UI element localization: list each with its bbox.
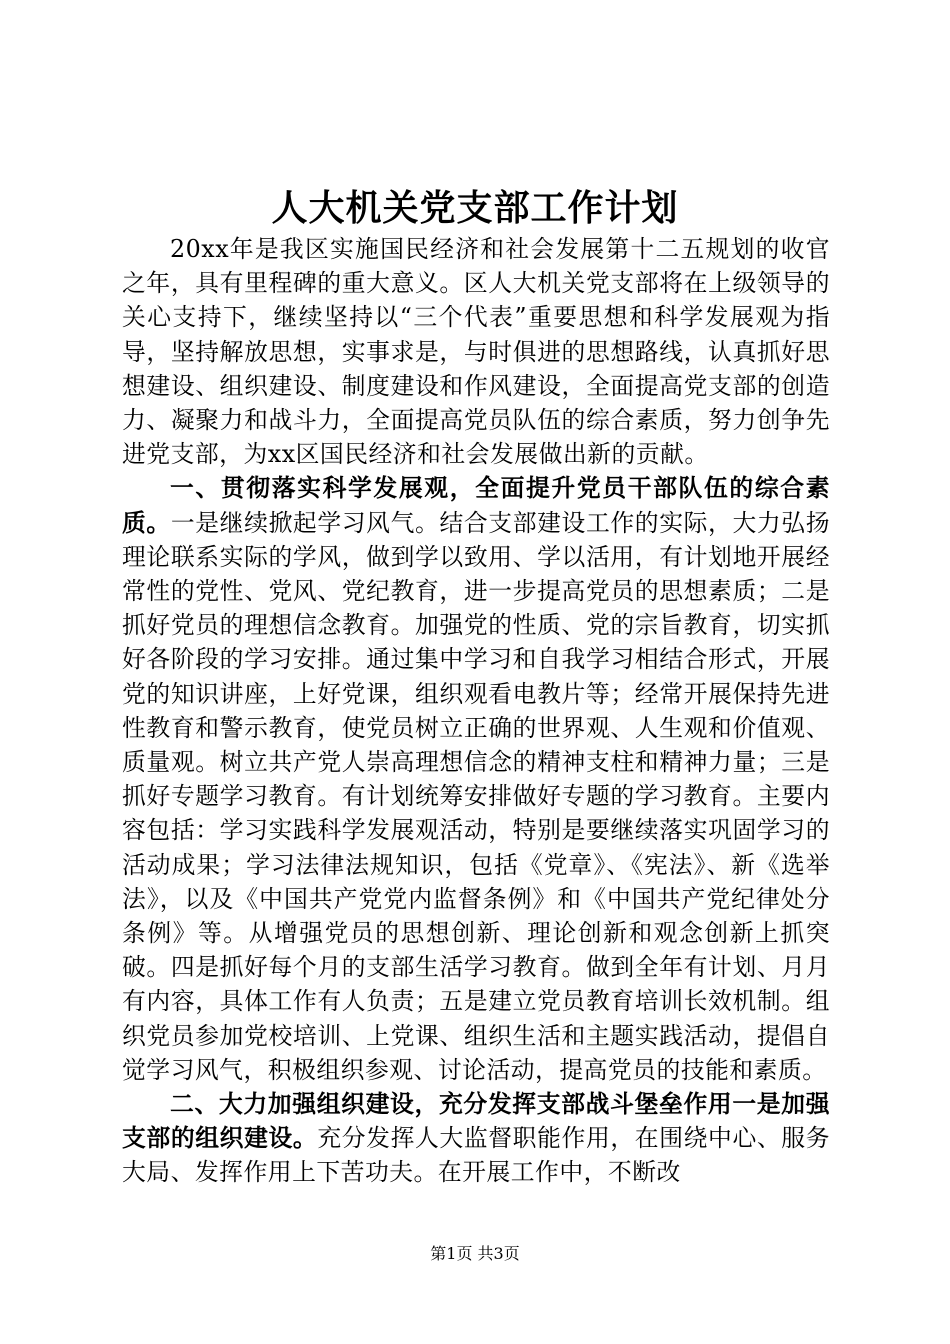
section-heading: 二、大力加强组织建设，充分发挥支部战斗堡垒作用一是加强支部的组织建设。	[122, 1090, 830, 1153]
paragraph-text: 20xx年是我区实施国民经济和社会发展第十二五规划的收官之年，具有里程碑的重大意义。区人大机关党支部将在上级领导的关心支持下，继续坚持以“三个代表”重要思想和科学发展观为指导，坚持解放思想，实事求是，与时俱进的思想路线，认真抓好思想建设、组织建设、制度建设和作风建设，全面提高党支部的创造力、凝聚力和战斗力，全面提高党员队伍的综合素质，努力创争先进党支部，为xx区国民经济和社会发展做出新的贡献。	[122, 235, 830, 469]
document-title: 人大机关党支部工作计划	[271, 187, 679, 229]
paragraph-section-1	[122, 471, 830, 1087]
paragraph-section-2	[122, 1087, 830, 1190]
paragraph-text: 一是继续掀起学习风气。结合支部建设工作的实际，大力弘扬理论联系实际的学风，做到学以致用、学以活用，有计划地开展经常性的党性、党风、党纪教育，进一步提高党员的思想素质；二是抓好党员的理想信念教育。加强党的性质、党的宗旨教育，切实抓好各阶段的学习安排。通过集中学习和自我学习相结合形式，开展党的知识讲座，上好党课，组织观看电教片等；经常开展保持先进性教育和警示教育，使党员树立正确的世界观、人生观和价值观、质量观。树立共产党人崇高理想信念的精神支柱和精神力量；三是抓好专题学习教育。有计划统筹安排做好专题的学习教育。主要内容包括：学习实践科学发展观活动，特别是要继续落实巩固学习的活动成果；学习法律法规知识，包括《党章》、《宪法》、新《选举法》，以及《中国共产党党内监督条例》和《中国共产党纪律处分条例》等。从增强党员的思想创新、理论创新和观念创新上抓突破。四是抓好每个月的支部生活学习教育。做到全年有计划、月月有内容，具体工作有人负责；五是建立党员教育培训长效机制。组织党员参加党校培训、上党课、组织生活和主题实践活动，提倡自觉学习风气，积极组织参观、讨论活动，提高党员的技能和素质。	[122, 508, 831, 1084]
paragraph-text: 充分发挥人大监督职能作用，在围绕中心、服务大局、发挥作用上下苦功夫。在开展工作中，不断改	[122, 1124, 830, 1187]
document-body	[122, 232, 830, 1190]
section-heading: 一、贯彻落实科学发展观，全面提升党员干部队伍的综合素质。	[122, 474, 830, 537]
paragraph-intro	[122, 232, 830, 471]
page-number-footer: 第1页 共3页	[430, 1244, 520, 1263]
